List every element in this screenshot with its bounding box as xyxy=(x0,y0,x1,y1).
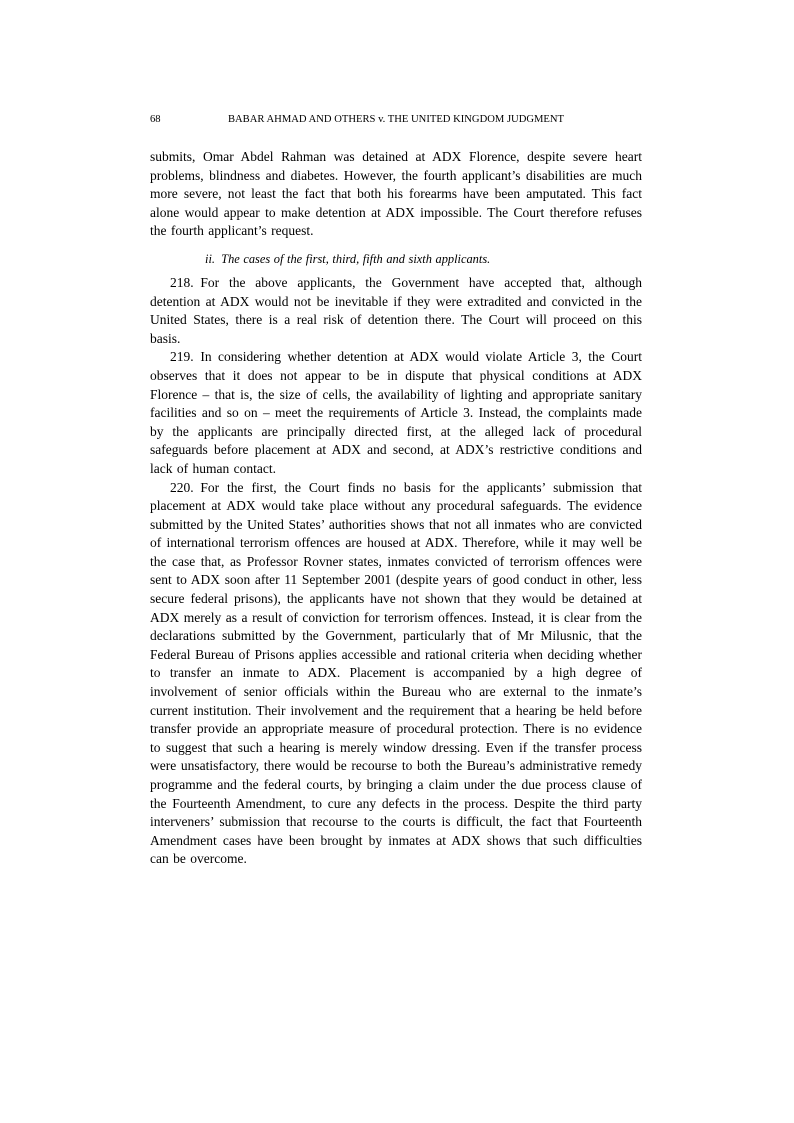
page-number: 68 xyxy=(150,114,161,125)
paragraph-220: 220. For the first, the Court finds no basis for the applicants’ submission that placement at ADX would take place without any procedural safeguards. The evidence submitted by the United States’ authorities shows that not all inmates who are convicted of international terrorism offences are housed at ADX. Therefore, while it may well be the case that, as Professor Rovner states, inmates convicted of terrorism offences were sent to ADX soon after 11 September 2001 (despite years of good conduct in other, less secure federal prisons), the applicants have not shown that they would be detained at ADX merely as a result of conviction for terrorism offences. Instead, it is clear from the declarations submitted by the Government, particularly that of Mr Milusnic, that the Federal Bureau of Prisons applies accessible and rational criteria when deciding whether to transfer an inmate to ADX. Placement is accompanied by a high degree of involvement of senior officials within the Bureau who are external to the inmate’s current institution. Their involvement and the requirement that a hearing be held before transfer provide an appropriate measure of procedural protection. There is no evidence to suggest that such a hearing is merely window dressing. Even if the transfer process were unsatisfactory, there would be recourse to both the Bureau’s administrative remedy programme and the federal courts, by bringing a claim under the due process clause of the Fourteenth Amendment, to cure any defects in the process. Despite the third party interveners’ submission that recourse to the courts is difficult, the fact that Fourteenth Amendment cases have been brought by inmates at ADX shows that such difficulties can be overcome. xyxy=(150,479,642,867)
header-title: BABAR AHMAD AND OTHERS v. THE UNITED KINGDOM JUDGMENT xyxy=(227,114,565,125)
paragraph-218: 218. For the above applicants, the Government have accepted that, although detention at ADX would not be inevitable if they were extradited and convicted in the United States, there is a real risk of detention there. The Court will proceed on this basis. xyxy=(150,274,642,346)
document-body xyxy=(150,148,642,869)
paragraph-continuation: submits, Omar Abdel Rahman was detained at ADX Florence, despite severe heart problems, blindness and diabetes. However, the fourth applicant’s disabilities are much more severe, not least the fact that both his forearms have been amputated. This fact alone would appear to make detention at ADX impossible. The Court therefore refuses the fourth applicant’s request. xyxy=(150,149,642,239)
page-header xyxy=(150,113,642,127)
paragraph-219: 219. In considering whether detention at ADX would violate Article 3, the Court observes that it does not appear to be in dispute that physical conditions at ADX Florence – that is, the size of cells, the availability of lighting and appropriate sanitary facilities and so on – meet the requirements of Article 3. Instead, the complaints made by the applicants are principally directed first, at the alleged lack of procedural safeguards before placement at ADX and second, at ADX’s restrictive conditions and lack of human contact. xyxy=(150,349,642,476)
subheading-roman-ii: ii. The cases of the first, third, fifth and sixth applicants. xyxy=(205,251,491,266)
